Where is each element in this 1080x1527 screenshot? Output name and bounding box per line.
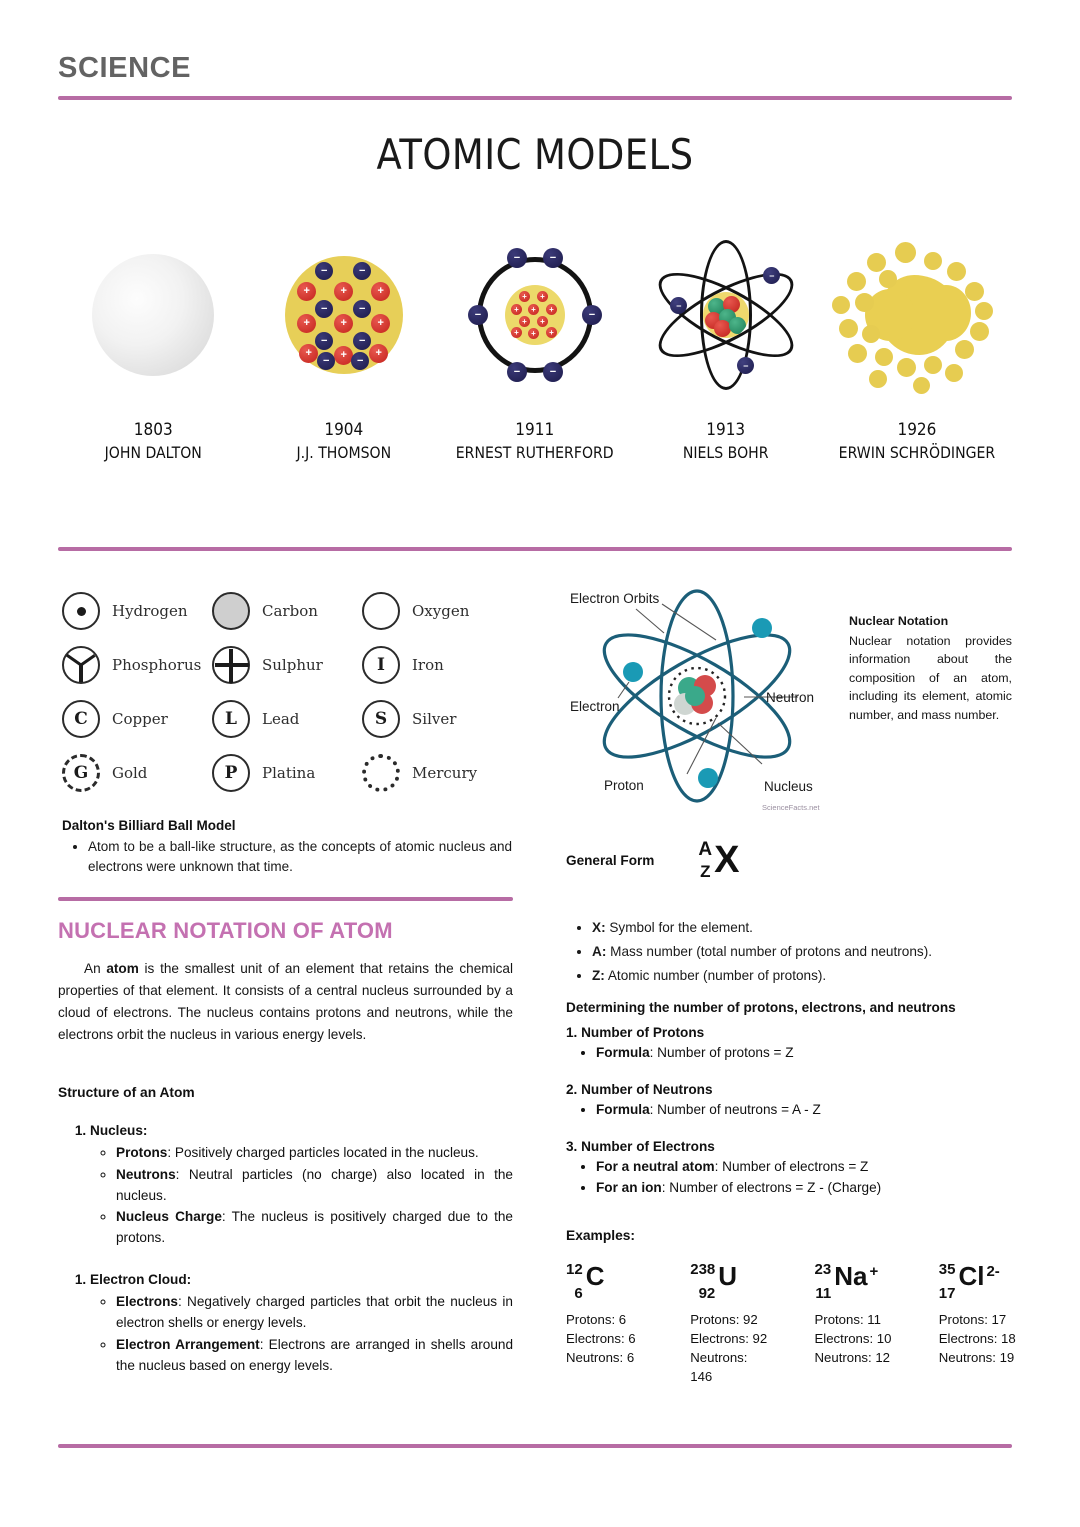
label-proton: Proton	[604, 778, 644, 793]
schrodinger-illustration	[829, 225, 1004, 405]
divider-bottom	[58, 1444, 1012, 1448]
example-notation	[815, 1262, 897, 1306]
protons-count: Protons: 17	[938, 1312, 1007, 1327]
definition-item	[592, 965, 1016, 987]
mass-number: 238	[690, 1261, 716, 1278]
caption-title: Nuclear Notation	[849, 614, 949, 628]
symbol-label: Oxygen	[412, 602, 470, 620]
model-schrodinger	[827, 225, 1007, 464]
models-row	[58, 225, 1012, 464]
iron-symbol-icon: I	[362, 646, 400, 684]
structure-group-nucleus: 1. Nucleus: ◦ Protons: Positively charged particles located in the nucleus. ◦ Neutrons: Neutral particles (no charge) also located in the nucleus. ◦ Nucleus Charge: The nucleus is positively charged due to the protons.	[90, 1120, 513, 1249]
atomic-number: 92	[698, 1285, 716, 1302]
example-chloride-ion	[939, 1262, 1021, 1387]
mercury-symbol-icon	[362, 754, 400, 792]
term: Electrons	[116, 1294, 178, 1310]
intro-paragraph: An atom is the smallest unit of an element that retains the chemical properties of that element. It consists of a central nucleus surrounded by a cloud of electrons. The nucleus contains protons and neutrons, while the electrons orbit the nucleus in various energy levels.	[58, 961, 513, 1043]
planetary-orbits-icon: − − −	[643, 235, 808, 395]
step-item	[596, 1156, 1021, 1177]
step-item	[596, 1177, 1021, 1198]
section-title: NUCLEAR NOTATION OF ATOM	[58, 918, 393, 943]
model-name: ERWIN SCHRÖDINGER	[838, 442, 995, 462]
symbol-label: Platina	[262, 764, 316, 782]
protons-count: Protons: 92	[690, 1312, 758, 1327]
bohr-illustration	[643, 225, 808, 405]
structure-group-title: Electron Cloud	[90, 1272, 187, 1288]
element-symbol: X	[714, 838, 740, 881]
structure-item	[116, 1143, 513, 1164]
sulphur-symbol-icon	[212, 646, 250, 684]
term: A:	[592, 944, 607, 960]
text: : Positively charged particles located in the nucleus.	[167, 1145, 479, 1161]
model-year: 1926	[897, 420, 937, 440]
symbol-label: Mercury	[412, 764, 478, 782]
definition-item	[592, 917, 1016, 939]
lead-symbol-icon: L	[212, 700, 250, 738]
term: Electron Arrangement	[116, 1336, 260, 1352]
symbol-item	[212, 700, 362, 738]
definition-item	[592, 941, 1016, 963]
structure-item	[116, 1292, 513, 1334]
example-notation	[690, 1262, 772, 1306]
element-symbol: C	[585, 1261, 605, 1291]
label-electron-orbits: Electron Orbits	[570, 591, 660, 606]
element-symbol: U	[718, 1261, 738, 1291]
phosphorus-symbol-icon	[62, 646, 100, 684]
model-caption	[290, 419, 398, 464]
label-nucleus: Nucleus	[764, 779, 813, 794]
structure-group-electron-cloud: 1. Electron Cloud: ◦ Electrons: Negatively charged particles that orbit the nucleus in electron shells or energy levels. ◦ Electron Arrangement: Electrons are arranged in shells around the nucleus based on energy levels.	[90, 1269, 513, 1376]
term: Formula	[596, 1045, 650, 1060]
atomic-number: 6	[574, 1285, 583, 1302]
symbol-item	[62, 646, 212, 684]
step-item	[596, 1099, 1021, 1120]
carbon-symbol-icon	[212, 592, 250, 630]
examples-heading: Examples:	[566, 1228, 636, 1243]
term: Neutrons	[116, 1166, 176, 1182]
oxygen-symbol-icon	[362, 592, 400, 630]
text: Atomic number (number of protons).	[604, 968, 827, 984]
text: : Number of neutrons = A - Z	[649, 1102, 821, 1118]
step-title: 2. Number of Neutrons	[566, 1082, 713, 1098]
divider-middle	[58, 547, 1012, 551]
symbol-item	[212, 592, 362, 630]
page-title: SCIENCE	[58, 52, 192, 84]
model-year: 1913	[706, 420, 746, 440]
symbol-label: Copper	[112, 710, 168, 728]
example-notation	[939, 1262, 1021, 1306]
atom-structure-figure	[566, 578, 828, 813]
step-neutrons	[566, 1082, 1021, 1120]
symbol-label: Silver	[412, 710, 457, 728]
symbol-item	[212, 754, 362, 792]
term: Protons	[116, 1145, 168, 1161]
examples-row	[566, 1262, 1021, 1387]
term: Z:	[592, 968, 605, 984]
label-neutron: Neutron	[766, 690, 815, 705]
electron-cloud-icon	[829, 240, 1004, 390]
symbol-label: Sulphur	[262, 656, 323, 674]
symbol-label: Carbon	[262, 602, 318, 620]
symbol-label: Hydrogen	[112, 602, 188, 620]
model-thomson	[254, 225, 434, 464]
mass-number: 23	[814, 1261, 832, 1278]
platina-symbol-icon: P	[212, 754, 250, 792]
copper-symbol-icon: C	[62, 700, 100, 738]
electrons-count: Electrons: 10	[814, 1331, 892, 1347]
symbol-item	[362, 700, 512, 738]
model-year: 1911	[515, 420, 555, 440]
text: : Number of protons = Z	[649, 1045, 794, 1060]
step-item	[596, 1042, 1021, 1063]
nuclear-notation-caption	[849, 612, 1012, 725]
example-uranium	[690, 1262, 772, 1387]
dalton-note-bullet: • Atom to be a ball-like structure, as the concepts of atomic nucleus and electrons were unknown that time.	[88, 837, 512, 878]
determining-steps	[566, 1025, 1021, 1217]
atomic-number: 11	[815, 1285, 832, 1302]
structure-heading: Structure of an Atom	[58, 1085, 195, 1100]
watermark-text: ScienceFacts.net	[762, 803, 820, 812]
text: Mass number (total number of protons and neutrons).	[606, 944, 933, 960]
text: : Number of electrons = Z	[714, 1159, 869, 1175]
atom-diagram-svg	[566, 578, 828, 813]
model-year: 1803	[133, 420, 173, 440]
solid-sphere-icon	[92, 254, 214, 376]
symbol-item	[62, 592, 212, 630]
atomic-models-banner	[58, 130, 1012, 520]
general-form-notation	[698, 840, 739, 880]
model-name: J.J. THOMSON	[296, 442, 392, 462]
structure-item	[116, 1165, 513, 1207]
electrons-count: Electrons: 18	[938, 1331, 1016, 1347]
structure-group-title: Nucleus	[90, 1123, 143, 1138]
symbol-label: Iron	[412, 656, 444, 674]
model-caption	[677, 419, 774, 464]
example-notation	[566, 1262, 648, 1306]
text: Symbol for the element.	[605, 920, 753, 935]
ion-charge: 2-	[986, 1263, 1000, 1280]
banner-title: ATOMIC MODELS	[376, 130, 694, 179]
dalton-symbols-chart	[62, 592, 512, 804]
step-electrons	[566, 1139, 1021, 1198]
caption-body: Nuclear notation provides information about the composition of an atom, including its element, atomic number, and mass number.	[849, 633, 1012, 723]
term: Formula	[596, 1102, 650, 1118]
text: : Number of electrons = Z - (Charge)	[661, 1180, 882, 1196]
model-year: 1904	[324, 420, 364, 440]
electrons-count: Electrons: 92	[690, 1331, 768, 1347]
page-header	[58, 52, 191, 85]
symbol-label: Lead	[262, 710, 300, 728]
text: : Electrons are arranged in shells around the nucleus based on energy levels.	[116, 1336, 514, 1373]
model-name: JOHN DALTON	[104, 442, 202, 462]
neutrons-count: Neutrons: 19	[938, 1350, 1015, 1366]
silver-symbol-icon: S	[362, 700, 400, 738]
symbol-item	[362, 592, 512, 630]
text: : Negatively charged particles that orbit the nucleus in electron shells or energy levels.	[116, 1294, 513, 1330]
example-carbon	[566, 1262, 648, 1387]
step-protons	[566, 1025, 1021, 1063]
structure-item	[116, 1207, 513, 1249]
rutherford-illustration	[470, 225, 600, 405]
hydrogen-symbol-icon	[62, 592, 100, 630]
general-form-row	[566, 840, 739, 880]
example-sodium-ion	[815, 1262, 897, 1387]
model-dalton	[63, 225, 243, 464]
symbol-item	[362, 754, 512, 792]
label-electron: Electron	[570, 699, 620, 714]
step-title: 1. Number of Protons	[566, 1025, 705, 1040]
symbol-label: Phosphorus	[112, 656, 202, 674]
element-symbol: Cl	[958, 1261, 985, 1291]
term: For an ion	[596, 1180, 662, 1196]
divider-top	[58, 96, 1012, 100]
general-form-label: General Form	[566, 852, 655, 868]
mass-number: 35	[938, 1261, 956, 1278]
term: For a neutral atom	[596, 1159, 715, 1175]
symbol-item	[62, 700, 212, 738]
mass-number: 12	[566, 1261, 583, 1278]
structure-list	[58, 1120, 513, 1378]
nuclear-orbit-icon: + + + + + + + + + + − − − − − −	[470, 250, 600, 380]
model-caption	[445, 419, 624, 464]
ion-charge: +	[869, 1263, 879, 1280]
electrons-count: Electrons: 6	[566, 1331, 636, 1347]
notation-definitions	[566, 917, 1016, 989]
neutrons-count: Neutrons: 12	[814, 1350, 891, 1366]
neutrons-count: Neutrons: 146	[690, 1350, 748, 1385]
element-symbol: Na	[834, 1261, 868, 1291]
model-name: ERNEST RUTHERFORD	[456, 442, 614, 462]
model-caption	[98, 419, 208, 464]
model-rutherford	[445, 225, 625, 464]
protons-count: Protons: 11	[814, 1312, 881, 1327]
protons-count: Protons: 6	[566, 1312, 627, 1327]
term: Nucleus Charge	[116, 1209, 222, 1225]
structure-item	[116, 1335, 513, 1377]
symbol-item	[62, 754, 212, 792]
plum-pudding-icon: − − + + + − − + + + − − + + + − −	[285, 256, 403, 374]
atomic-number: Z	[700, 862, 711, 881]
divider-left-column	[58, 897, 513, 901]
step-title: 3. Number of Electrons	[566, 1139, 715, 1155]
dalton-illustration	[92, 225, 214, 405]
model-name: NIELS BOHR	[682, 442, 769, 462]
symbol-item	[212, 646, 362, 684]
term: X:	[592, 920, 606, 935]
model-caption	[828, 419, 1006, 464]
model-bohr	[636, 225, 816, 464]
text: : Neutral particles (no charge) also located in the nucleus.	[116, 1166, 513, 1203]
thomson-illustration	[285, 225, 403, 405]
mass-number: A	[698, 839, 713, 860]
dalton-note-title: Dalton's Billiard Ball Model	[62, 818, 236, 833]
text: : The nucleus is positively charged due to the protons.	[116, 1209, 513, 1246]
neutrons-count: Neutrons: 6	[566, 1350, 635, 1366]
determining-heading: Determining the number of protons, electrons, and neutrons	[566, 1000, 956, 1015]
atomic-number: 17	[938, 1285, 956, 1302]
symbol-item	[362, 646, 512, 684]
dalton-note	[62, 818, 512, 880]
symbol-label: Gold	[112, 764, 148, 782]
gold-symbol-icon: G	[62, 754, 100, 792]
